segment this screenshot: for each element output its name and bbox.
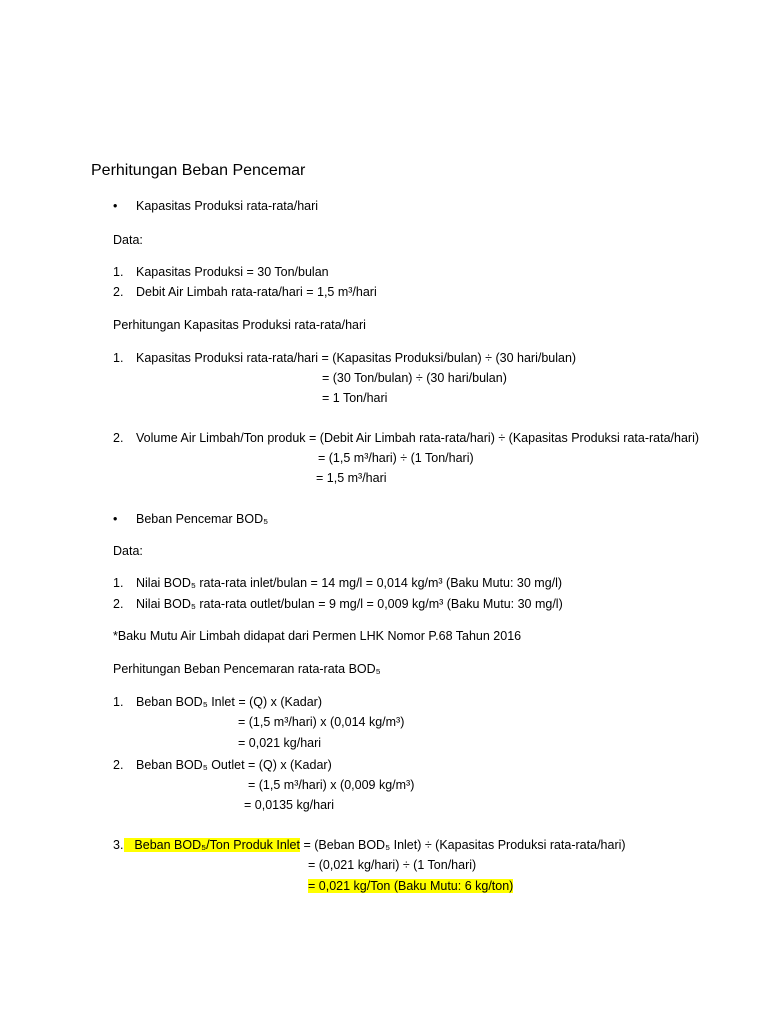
formula-line: = 0,021 kg/hari bbox=[238, 736, 322, 750]
formula-line: = 0,0135 kg/hari bbox=[244, 798, 334, 812]
formula-line: Kapasitas Produksi rata-rata/hari = (Kapasitas Produksi/bulan) ÷ (30 hari/bulan) bbox=[136, 351, 577, 365]
list-number: 2. bbox=[113, 758, 124, 772]
data-label-1: Data: bbox=[113, 233, 143, 247]
calc-label-1: Perhitungan Kapasitas Produksi rata-rata/hari bbox=[113, 318, 366, 332]
formula-line-3 bbox=[124, 837, 626, 853]
list-number: 3. bbox=[113, 838, 124, 852]
list-item: Nilai BOD₅ rata-rata outlet/bulan = 9 mg/l = 0,009 kg/m³ (Baku Mutu: 30 mg/l) bbox=[136, 597, 563, 611]
bullet-kapasitas: • bbox=[113, 199, 118, 213]
formula-line: Volume Air Limbah/Ton produk = (Debit Air Limbah rata-rata/hari) ÷ (Kapasitas Produksi rata-rata/hari) bbox=[136, 431, 700, 445]
formula-line: = (1,5 m³/hari) ÷ (1 Ton/hari) bbox=[318, 451, 474, 465]
section-heading-kapasitas: Kapasitas Produksi rata-rata/hari bbox=[136, 199, 319, 213]
section-heading-bod: Beban Pencemar BOD₅ bbox=[136, 512, 269, 526]
formula-line: = (1,5 m³/hari) x (0,009 kg/m³) bbox=[248, 778, 415, 792]
list-number: 1. bbox=[113, 265, 124, 279]
footnote: *Baku Mutu Air Limbah didapat dari Permen LHK Nomor P.68 Tahun 2016 bbox=[113, 629, 522, 643]
list-number: 1. bbox=[113, 351, 124, 365]
list-item: Kapasitas Produksi = 30 Ton/bulan bbox=[136, 265, 329, 279]
list-number: 1. bbox=[113, 695, 124, 709]
data-label-2: Data: bbox=[113, 544, 143, 558]
formula-line: = 1 Ton/hari bbox=[322, 391, 388, 405]
bullet-bod: • bbox=[113, 512, 118, 526]
highlight-result: = 0,021 kg/Ton (Baku Mutu: 6 kg/ton) bbox=[308, 879, 514, 893]
formula-line: = (30 Ton/bulan) ÷ (30 hari/bulan) bbox=[322, 371, 507, 385]
formula-line: = (0,021 kg/hari) ÷ (1 Ton/hari) bbox=[308, 858, 477, 872]
list-item: Nilai BOD₅ rata-rata inlet/bulan = 14 mg/l = 0,014 kg/m³ (Baku Mutu: 30 mg/l) bbox=[136, 576, 563, 590]
highlighted-result bbox=[308, 878, 513, 894]
list-number: 2. bbox=[113, 431, 124, 445]
list-number: 1. bbox=[113, 576, 124, 590]
highlight-bod-ton-produk bbox=[124, 838, 300, 852]
calc-label-2: Perhitungan Beban Pencemaran rata-rata BOD₅ bbox=[113, 662, 381, 676]
list-number: 2. bbox=[113, 285, 124, 299]
list-number: 2. bbox=[113, 597, 124, 611]
formula-rest: = (Beban BOD₅ Inlet) ÷ (Kapasitas Produksi rata-rata/hari) bbox=[299, 838, 626, 852]
list-item: Debit Air Limbah rata-rata/hari = 1,5 m³/hari bbox=[136, 285, 377, 299]
highlighted-text: Beban BOD₅/Ton Produk Inlet bbox=[134, 838, 300, 852]
formula-line: = (1,5 m³/hari) x (0,014 kg/m³) bbox=[238, 715, 405, 729]
formula-line: Beban BOD₅ Outlet = (Q) x (Kadar) bbox=[136, 758, 332, 772]
formula-line: = 1,5 m³/hari bbox=[316, 471, 387, 485]
formula-line: Beban BOD₅ Inlet = (Q) x (Kadar) bbox=[136, 695, 323, 709]
page-title: Perhitungan Beban Pencemar bbox=[91, 162, 306, 179]
